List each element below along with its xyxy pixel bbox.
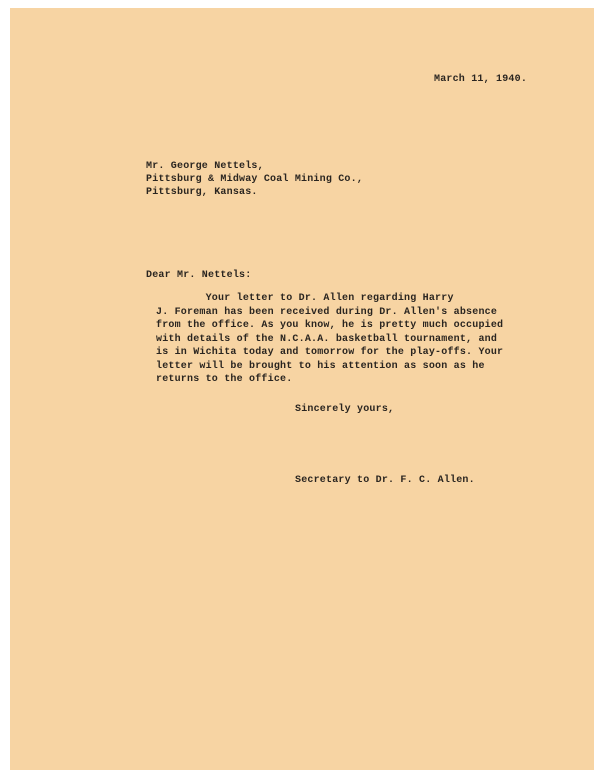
signature-line: Secretary to Dr. F. C. Allen. (295, 475, 475, 486)
letter-page (10, 8, 594, 770)
salutation: Dear Mr. Nettels: (146, 270, 252, 281)
body-line: is in Wichita today and tomorrow for the play-offs. Your (156, 347, 504, 358)
closing: Sincerely yours, (295, 404, 395, 415)
recipient-company: Pittsburg & Midway Coal Mining Co., (146, 174, 364, 185)
body-line: letter will be brought to his attention as soon as he (156, 360, 485, 372)
letter-date: March 11, 1940. (434, 74, 528, 85)
body-line: returns to the office. (156, 374, 293, 385)
recipient-name: Mr. George Nettels, (146, 161, 264, 172)
body-line: from the office. As you know, he is pretty much occupied (156, 320, 504, 331)
body-line: with details of the N.C.A.A. basketball tournament, and (156, 333, 498, 345)
recipient-city: Pittsburg, Kansas. (146, 187, 258, 198)
body-line: Your letter to Dr. Allen regarding Harry (156, 293, 454, 304)
body-line: J. Foreman has been received during Dr. Allen's absence (156, 306, 498, 318)
